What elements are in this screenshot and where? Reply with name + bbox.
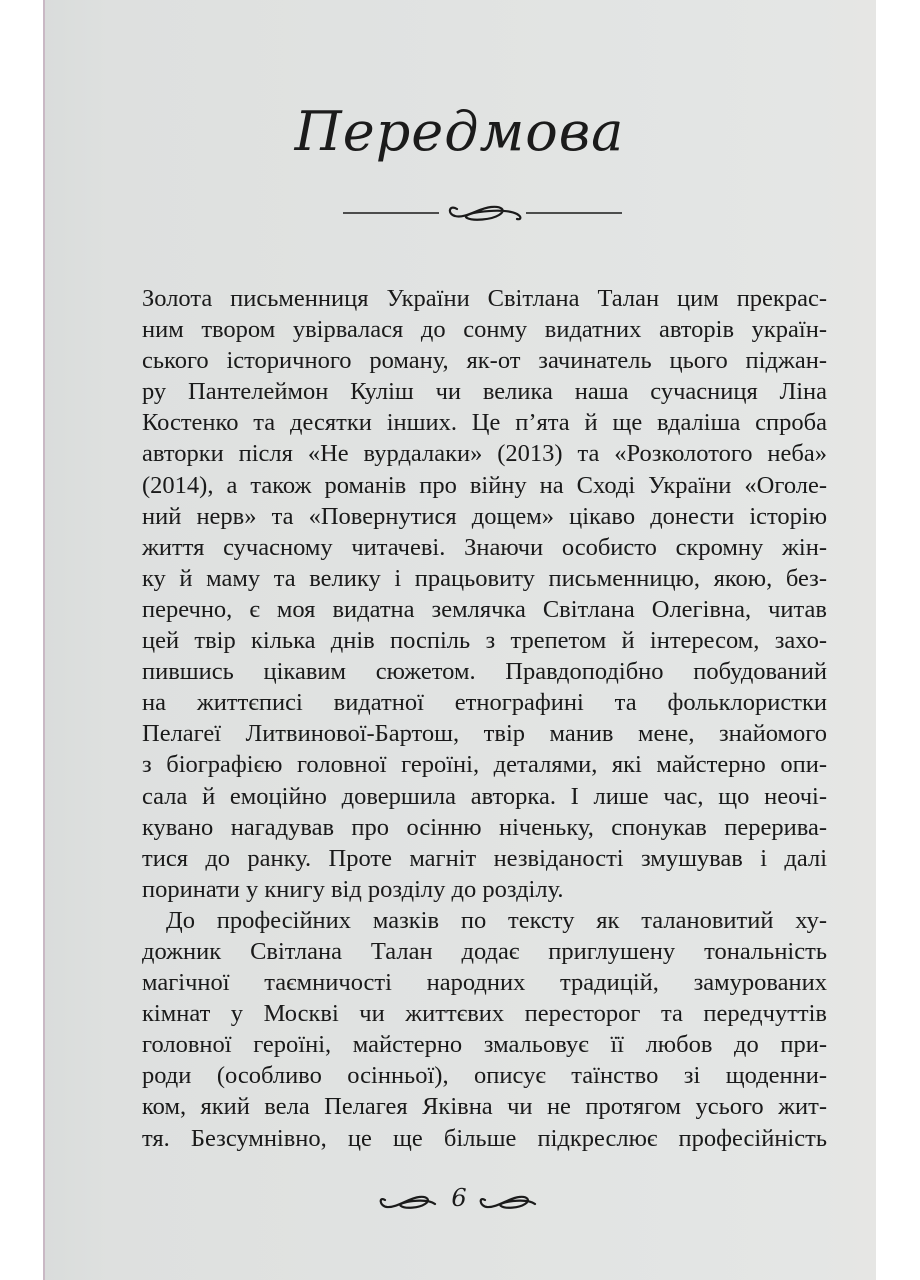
text-line: ру Пантелеймон Куліш чи велика наша сучасниця Ліна: [142, 378, 827, 406]
text-line: дожник Світлана Талан додає приглушену тональність: [142, 937, 827, 965]
text-line: магічної таємничості народних традицій, замурованих: [142, 969, 827, 997]
text-line: перечно, є моя видатна землячка Світлана Олегівна, читав: [142, 595, 827, 623]
text-line: Костенко та десятки інших. Це п’ята й ще вдаліша спроба: [142, 409, 827, 437]
swash-ornament-icon: [479, 1190, 539, 1214]
text-line: тя. Безсумнівно, це ще більше підкреслює професійність: [142, 1124, 827, 1152]
text-line: ку й маму та велику і працьовиту письменницю, якою, без-: [142, 564, 827, 592]
text-line: поринати у книгу від розділу до розділу.: [142, 875, 564, 903]
text-line: ком, який вела Пелагея Яківна чи не протягом усього жит-: [142, 1093, 827, 1121]
text-line: ського історичного роману, як-от зачинатель цього піджан-: [142, 347, 827, 375]
swash-ornament-icon: [379, 1190, 439, 1214]
text-line: тися до ранку. Проте магніт незвіданості змушував і далі: [142, 844, 827, 872]
text-line: на життєписі видатної етнографині та фольклористки: [142, 689, 827, 717]
text-line: кімнат у Москві чи життєвих пересторог та передчуттів: [142, 1000, 827, 1028]
text-line: головної героїні, майстерно змальовує її любов до при-: [142, 1031, 827, 1059]
text-line: ний нерв» та «Повернутися дощем» цікаво донести історію: [142, 502, 827, 530]
paragraph-1: [142, 283, 827, 905]
text-line: До професійних мазків по тексту як талановитий ху-: [166, 906, 827, 934]
text-line: з біографією головної героїні, деталями, які майстерно опи-: [142, 751, 827, 779]
body-text: [142, 283, 827, 1154]
text-line: пившись цікавим сюжетом. Правдоподібно побудований: [142, 658, 827, 686]
text-line: сала й емоційно довершила авторка. І лише час, що неочі-: [142, 782, 827, 810]
title-divider: [339, 198, 625, 226]
text-line: ним твором увірвалася до сонму видатних авторів україн-: [142, 316, 827, 344]
text-line: Пелагеї Литвинової-Бартош, твір манив мене, знайомого: [142, 720, 827, 748]
text-line: Золота письменниця України Світлана Талан цим прекрас-: [142, 285, 827, 312]
text-line: життя сучасному читачеві. Знаючи особисто скромну жін-: [142, 533, 827, 561]
text-line: роди (особливо осінньої), описує таїнство зі щоденни-: [142, 1062, 827, 1090]
swash-ornament-icon: [450, 207, 520, 220]
book-page: [43, 0, 876, 1280]
paragraph-2: [142, 905, 827, 1154]
page-folio: [379, 1184, 539, 1218]
text-line: цей твір кілька днів поспіль з трепетом й інтересом, захо-: [142, 627, 827, 655]
page-number: 6: [451, 1184, 467, 1212]
text-line: кувано нагадував про осінню ніченьку, спонукав перерива-: [142, 813, 827, 841]
text-line: авторки після «Не вурдалаки» (2013) та «Розколотого неба»: [142, 440, 827, 468]
text-line: (2014), а також романів про війну на Сході України «Оголе-: [142, 471, 827, 499]
page-title: Передмова: [294, 100, 625, 163]
